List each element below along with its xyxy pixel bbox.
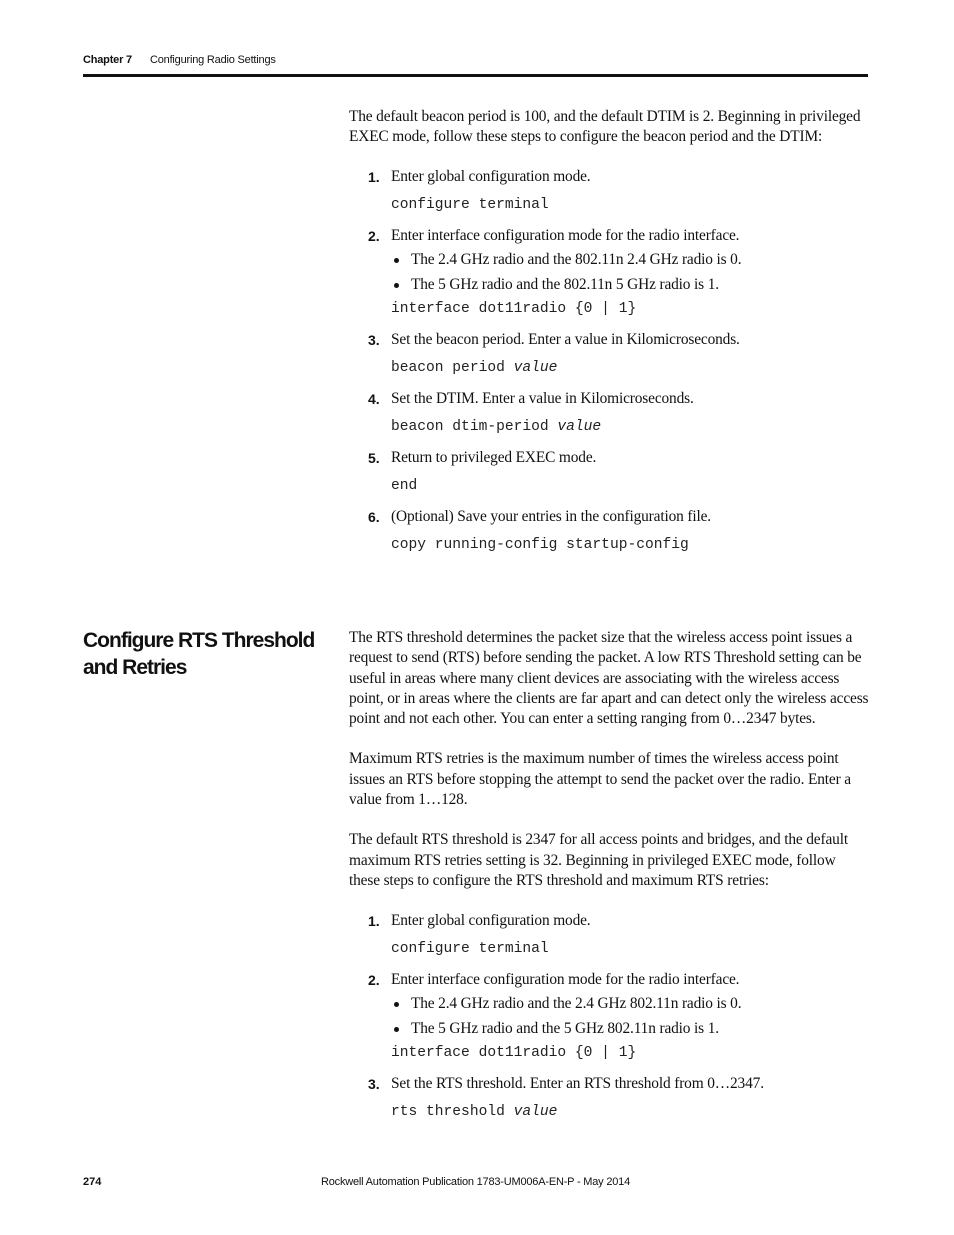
bullet-text: The 5 GHz radio and the 802.11n 5 GHz radio is 1. <box>411 275 719 293</box>
page-number: 274 <box>83 1176 102 1188</box>
step-text: Return to privileged EXEC mode. <box>391 448 597 466</box>
rts-paragraph-2: Maximum RTS retries is the maximum number of times the wireless access point issues an RTS before stopping the attempt to send the packet over the radio. Enter a value from 1…128. <box>349 750 851 809</box>
command-line <box>391 359 869 377</box>
step-item <box>349 330 869 377</box>
step-number: 1. <box>368 168 380 185</box>
chapter-label: Chapter 7 <box>83 54 132 66</box>
rts-paragraph-1: The RTS threshold determines the packet size that the wireless access point issues a request to send (RTS) before sending the packet. A low RTS Threshold setting can be useful in areas where many client devices are associating with the wireless access point, or in areas where the clients are far apart and can detect only the wireless access point and not each other. You can enter a setting ranging from 0…2347 bytes. <box>349 629 869 728</box>
step-number: 3. <box>368 331 380 348</box>
beacon-intro: The default beacon period is 100, and the default DTIM is 2. Beginning in privileged EXEC mode, follow these steps to configure the beacon period and the DTIM: <box>349 108 861 146</box>
bullet-item <box>391 994 869 1014</box>
step-item <box>349 507 869 554</box>
command-line: configure terminal <box>391 941 549 958</box>
bullet-item <box>391 250 869 270</box>
bullet-text: The 2.4 GHz radio and the 802.11n 2.4 GHz radio is 0. <box>411 250 742 268</box>
chapter-title: Configuring Radio Settings <box>150 54 276 66</box>
step-number: 1. <box>368 913 380 930</box>
command-line <box>391 1103 869 1121</box>
command-line <box>391 418 869 436</box>
step-text: Enter interface configuration mode for the radio interface. <box>391 971 740 989</box>
step-number: 6. <box>368 508 380 525</box>
step-text: Set the beacon period. Enter a value in Kilomicroseconds. <box>391 330 740 348</box>
step-text: (Optional) Save your entries in the configuration file. <box>391 507 711 525</box>
step-number: 2. <box>368 227 380 244</box>
bullet-text: The 5 GHz radio and the 5 GHz 802.11n radio is 1. <box>411 1020 719 1038</box>
step-text: Enter interface configuration mode for the radio interface. <box>391 226 740 244</box>
beacon-steps <box>349 167 869 554</box>
step-item <box>349 448 869 495</box>
beacon-section <box>349 107 869 566</box>
bullet-dot-icon <box>394 283 399 288</box>
command-line: copy running-config startup-config <box>391 536 689 553</box>
command-keyword: beacon period <box>391 359 514 376</box>
step-item <box>349 167 869 214</box>
bullet-dot-icon <box>394 1002 399 1007</box>
step-item <box>349 389 869 436</box>
bullet-list <box>391 250 869 295</box>
header-rule <box>83 74 868 77</box>
step-number: 4. <box>368 390 380 407</box>
step-text: Enter global configuration mode. <box>391 167 591 185</box>
bullet-dot-icon <box>394 1027 399 1032</box>
bullet-text: The 2.4 GHz radio and the 2.4 GHz 802.11n radio is 0. <box>411 995 742 1013</box>
publication-line: Rockwell Automation Publication 1783-UM006A-EN-P - May 2014 <box>321 1176 630 1188</box>
step-number: 5. <box>368 449 380 466</box>
command-argument: value <box>513 1104 558 1121</box>
step-text: Set the DTIM. Enter a value in Kilomicroseconds. <box>391 389 694 407</box>
step-item <box>349 970 869 1062</box>
page-footer <box>83 1176 868 1196</box>
rts-steps <box>349 911 869 1121</box>
command-argument: value <box>557 418 602 435</box>
command-argument: value <box>513 359 558 376</box>
step-number: 3. <box>368 1076 380 1093</box>
command-line: interface dot11radio {0 | 1} <box>391 1045 637 1062</box>
bullet-item <box>391 1019 869 1039</box>
step-item <box>349 226 869 318</box>
running-header <box>83 52 868 76</box>
bullet-dot-icon <box>394 258 399 263</box>
step-text: Set the RTS threshold. Enter an RTS threshold from 0…2347. <box>391 1075 764 1093</box>
bullet-item <box>391 275 869 295</box>
step-item <box>349 1074 869 1121</box>
command-line: end <box>391 477 418 494</box>
step-number: 2. <box>368 972 380 989</box>
command-keyword: rts threshold <box>391 1104 514 1121</box>
bullet-list <box>391 994 869 1039</box>
rts-paragraph-3: The default RTS threshold is 2347 for all access points and bridges, and the default maximum RTS retries setting is 32. Beginning in privileged EXEC mode, follow these steps to configure the RTS threshold and maximum RTS retries: <box>349 831 848 889</box>
command-line: configure terminal <box>391 196 549 213</box>
rts-section <box>349 628 869 1133</box>
command-keyword: beacon dtim-period <box>391 418 558 435</box>
step-item <box>349 911 869 958</box>
section-heading: Configure RTS Threshold and Retries <box>83 629 315 679</box>
step-text: Enter global configuration mode. <box>391 912 591 930</box>
command-line: interface dot11radio {0 | 1} <box>391 300 637 317</box>
